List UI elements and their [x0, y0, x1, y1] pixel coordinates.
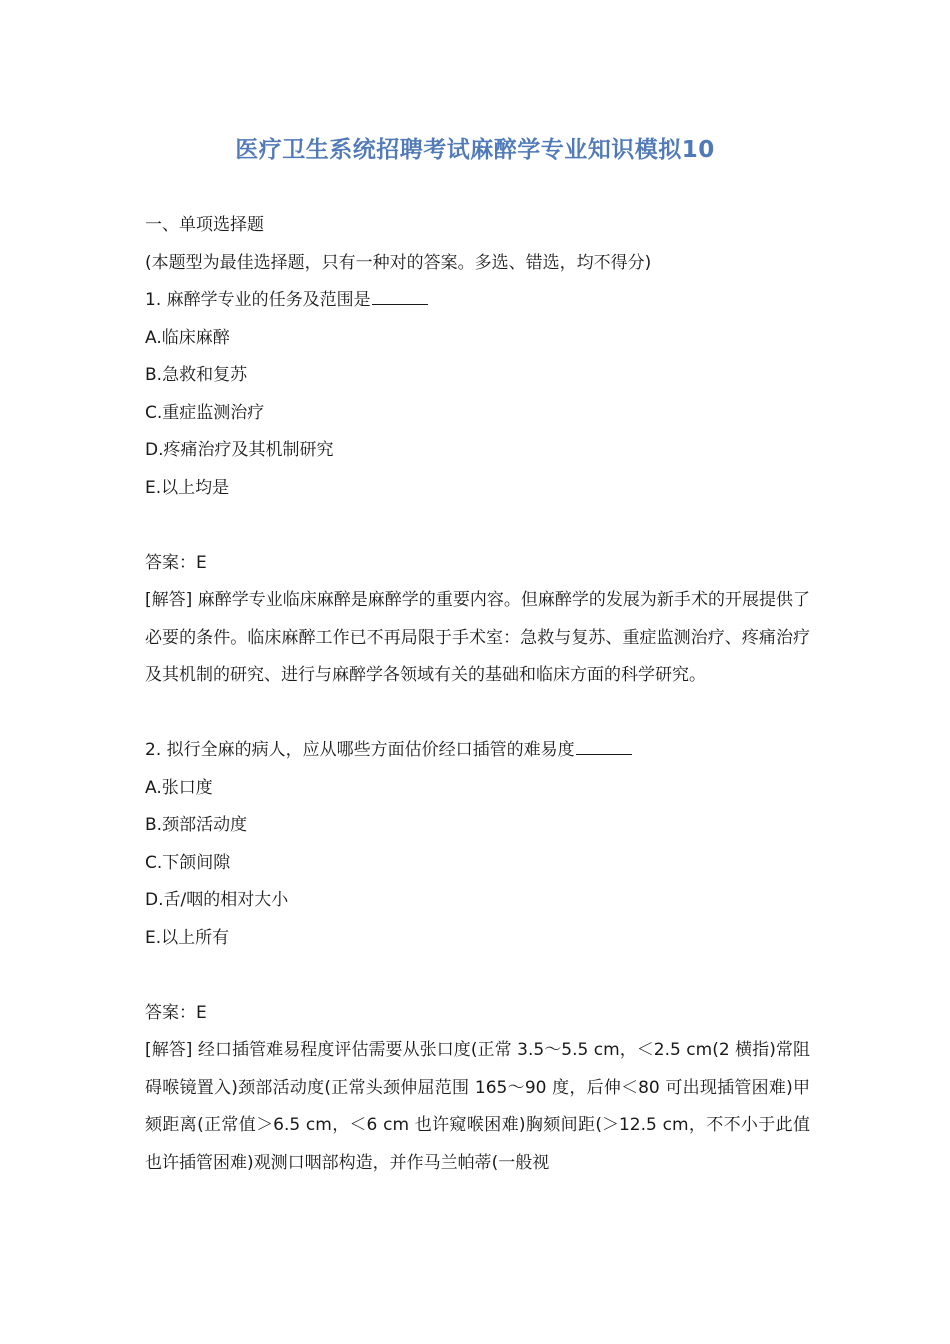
option-a: A.张口度 [145, 777, 213, 798]
answer-blank [372, 286, 428, 305]
option-a: A.临床麻醉 [145, 327, 230, 348]
question-stem [145, 282, 810, 320]
answer-blank [576, 736, 632, 755]
option-d: D.疼痛治疗及其机制研究 [145, 440, 334, 460]
document-title: 医疗卫生系统招聘考试麻醉学专业知识模拟10 [235, 137, 715, 163]
spacer [145, 957, 810, 995]
option-c: C.下颌间隙 [145, 852, 231, 873]
spacer [145, 507, 810, 545]
question-stem [145, 732, 810, 770]
explanation: [解答] 麻醉学专业临床麻醉是麻醉学的重要内容。但麻醉学的发展为新手术的开展提供了必要的条件。临床麻醉工作已不再局限于手术室：急救与复苏、重症监测治疗、疼痛治疗及其机制的研究、进行与麻醉学各领域有关的基础和临床方面的科学研究。 [145, 590, 810, 685]
section-instruction: (本题型为最佳选择题，只有一种对的答案。多选、错选，均不得分) [145, 252, 652, 273]
explanation: [解答] 经口插管难易程度评估需要从张口度(正常 3.5～5.5 cm，＜2.5 cm(2 横指)常阻碍喉镜置入)颈部活动度(正常头颈伸屈范围 165～90 度，后伸＜80 可出现插管困难)甲颏距离(正常值＞6.5 cm，＜6 cm 也许窥喉困难)胸颏间距(＞12.5 cm，不不小于此值也许插管困难)观测口咽部构造，并作马兰帕蒂(一般视 [145, 1040, 810, 1173]
question-stem-text: 1. 麻醉学专业的任务及范围是 [145, 290, 371, 310]
option-d: D.舌/咽的相对大小 [145, 890, 289, 910]
option-e: E.以上均是 [145, 477, 230, 498]
document-body [145, 207, 810, 1182]
option-b: B.急救和复苏 [145, 365, 248, 385]
answer: 答案：E [145, 1002, 207, 1023]
section-heading: 一、单项选择题 [145, 215, 264, 235]
question-stem-text: 2. 拟行全麻的病人，应从哪些方面估价经口插管的难易度 [145, 740, 575, 760]
option-e: E.以上所有 [145, 927, 230, 948]
option-c: C.重症监测治疗 [145, 402, 265, 423]
spacer [145, 695, 810, 733]
answer: 答案：E [145, 552, 207, 573]
option-b: B.颈部活动度 [145, 815, 248, 835]
